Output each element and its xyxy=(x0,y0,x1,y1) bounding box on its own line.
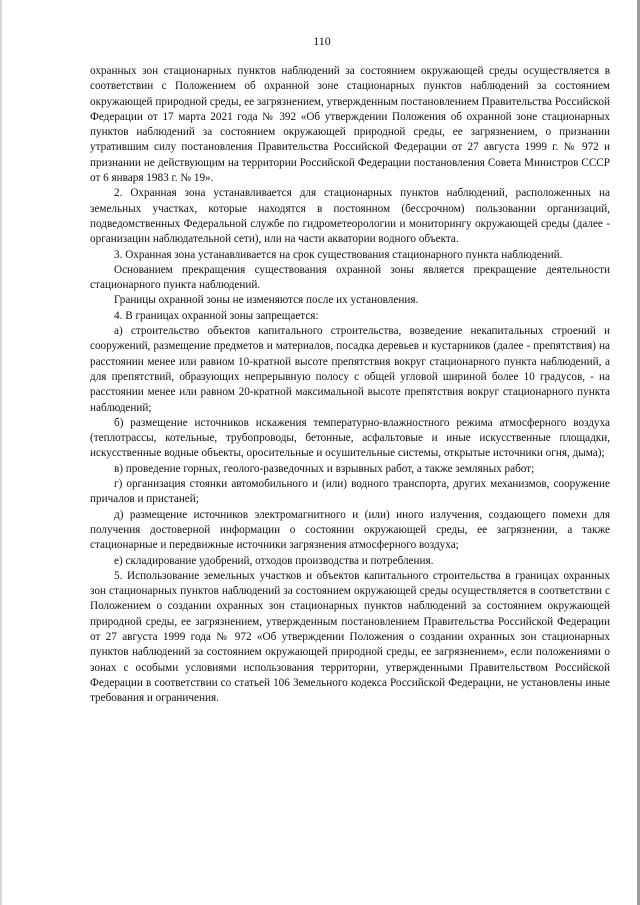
paragraph-item-5: 5. Использование земельных участков и объектов капитального строительства в границах охранных зон стационарных пунктов наблюдений за состоянием окружающей среды осуществляется в соответствии с Положением о создании охранных зон стационарных пунктов наблюдений за состоянием окружающей природной среды, ее загрязнением, утвержденным постановлением Правительства Российской Федерации от 27 августа 1999 года № 972 «Об утверждении Положения о создании охранных зон стационарных пунктов наблюдений за состоянием окружающей природной среды, ее загрязнением», если положениями о зонах с особыми условиями использования территории, утвержденными Правительством Российской Федерации в соответствии со статьей 106 Земельного кодекса Российской Федерации, не установлены иные требования и ограничения. xyxy=(90,569,610,705)
paragraph-subitem-g: г) организация стоянки автомобильного и (или) водного транспорта, других механизмов, сооружение причалов и пристаней; xyxy=(90,478,610,506)
paragraph-subitem-v: в) проведение горных, геолого-разведочных и взрывных работ, а также земляных работ; xyxy=(114,462,535,475)
paragraph-item-4: 4. В границах охранной зоны запрещается: xyxy=(114,309,319,322)
document-body xyxy=(90,64,610,706)
paragraph-item-2: 2. Охранная зона устанавливается для стационарных пунктов наблюдений, расположенных на земельных участках, которые находятся в постоянном (бессрочном) пользовании организаций, подведомственных Федеральной службе по гидрометеорологии и мониторингу окружающей среды (далее - организации наблюдательной сети), или на части акватории водного объекта. xyxy=(90,187,610,246)
paragraph-continuation: охранных зон стационарных пунктов наблюдений за состоянием окружающей среды осуществляется в соответствии с Положением об охранной зоне стационарных пунктов наблюдений за состоянием окружающей природной среды, ее загрязнением, утвержденным постановлением Правительства Российской Федерации от 17 марта 2021 года № 392 «Об утверждении Положения об охранной зоне стационарных пунктов наблюдений за состоянием окружающей природной среды, ее загрязнением, о признании утратившим силу постановления Правительства Российской Федерации от 27 августа 1999 г. № 972 и признании не действующим на территории Российской Федерации постановления Совета Министров СССР от 6 января 1983 г. № 19». xyxy=(90,65,610,185)
paragraph-subitem-e: е) складирование удобрений, отходов производства и потребления. xyxy=(114,554,434,567)
paragraph-item-3: 3. Охранная зона устанавливается на срок существования стационарного пункта наблюдений. xyxy=(114,248,563,261)
page-number: 110 xyxy=(313,34,331,48)
paragraph-subitem-a: а) строительство объектов капитального строительства, возведение некапитальных строений и сооружений, размещение предметов и материалов, посадка деревьев и кустарников (далее - препятствия) на расстоянии менее или равном 10-кратной высоте препятствия вокруг стационарного пункта наблюдений, а для препятствий, образующих непрерывную полосу с общей угловой шириной более 10 градусов, - на расстоянии менее или равном 20-кратной максимальной высоте препятствия вокруг стационарного пункта наблюдений; xyxy=(90,325,610,414)
paragraph-subitem-d: д) размещение источников электромагнитного и (или) иного излучения, создающего помехи для получения достоверной информации о состоянии окружающей среды, ее загрязнении, а также стационарные и передвижные источники загрязнения атмосферного воздуха; xyxy=(90,508,610,552)
paragraph-subitem-b: б) размещение источников искажения температурно-влажностного режима атмосферного воздуха (теплотрассы, котельные, трубопроводы, бетонные, асфальтовые и иные искусственные площадки, искусственные водные объекты, оросительные и осушительные системы, открытые источники огня, дыма); xyxy=(90,416,610,460)
paragraph-termination: Основанием прекращения существования охранной зоны является прекращение деятельности стационарного пункта наблюдений. xyxy=(90,263,610,292)
paragraph-boundaries: Границы охранной зоны не изменяются после их установления. xyxy=(114,294,419,307)
